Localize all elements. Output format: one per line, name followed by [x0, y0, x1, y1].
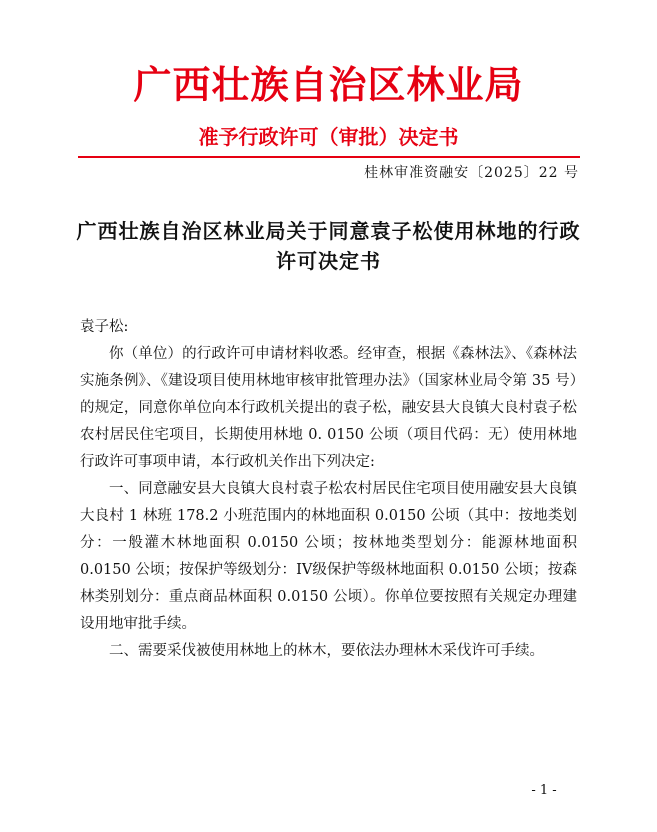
- decision-item-2: 二、需要采伐被使用林地上的林木，要依法办理林木采伐许可手续。: [109, 643, 544, 659]
- opening-paragraph: 你（单位）的行政许可申请材料收悉。经审查，根据《森林法》、《森林法实施条例》、《建设项目使用林地审核审批管理办法》（国家林业局令第 35 号）的规定，同意你单位向本行政机关提出的袁子松，融安县大良镇大良村袁子松农村居民住宅项目，长期使用林地 0. 0150 公顷（项目代码：无）使用林地行政许可事项申请，本行政机关作出下列决定:: [80, 346, 577, 470]
- issuing-authority-title: 广西壮族自治区林业局: [133, 62, 524, 107]
- document-body: [80, 314, 577, 665]
- document-type-title: 准予行政许可（审批）决定书: [198, 125, 459, 149]
- page-number: - 1 -: [531, 783, 557, 798]
- document-number: 桂林审准资融安〔2025〕22 号: [364, 165, 579, 181]
- red-divider-line: [78, 156, 580, 158]
- decision-title: 广西壮族自治区林业局关于同意袁子松使用林地的行政许可决定书: [76, 219, 581, 273]
- salutation: 袁子松:: [80, 319, 129, 335]
- decision-item-1: 一、同意融安县大良镇大良村袁子松农村居民住宅项目使用融安县大良镇大良村 1 林班 178.2 小班范围内的林地面积 0.0150 公顷（其中：按地类划分：一般灌木林地面积 0.0150 公顷；按林地类型划分：能源林地面积 0.0150 公顷；按保护等级划分：IV级保护等级林地面积 0.0150 公顷；按森林类别划分：重点商品林面积 0.0150 公顷）。你单位要按照有关规定办理建设用地审批手续。: [80, 481, 577, 632]
